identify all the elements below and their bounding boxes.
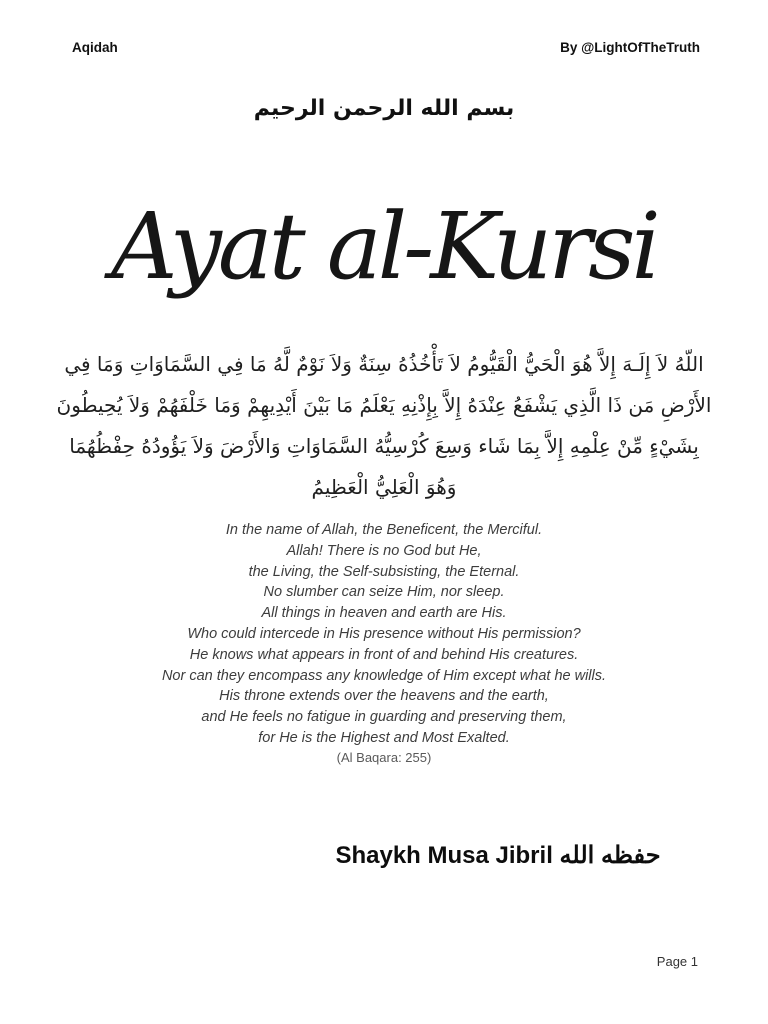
translation-line-6: Who could intercede in His presence without His permission?	[187, 625, 581, 642]
arabic-line-2: الأَرْضِ مَن ذَا الَّذِي يَشْفَعُ عِنْدَهُ إِلاَّ بِإِذْنِهِ يَعْلَمُ مَا بَيْنَ أَيْدِيهِمْ وَمَا خَلْفَهُمْ وَلاَ يُحِيطُونَ	[56, 393, 712, 417]
quran-arabic-block	[40, 344, 728, 508]
surah-citation: (Al Baqara: 255)	[336, 750, 432, 765]
arabic-line-1: اللّهُ لاَ إِلَـهَ إِلاَّ هُوَ الْحَيُّ الْقَيُّومُ لاَ تَأْخُذُهُ سِنَةٌ وَلاَ نَوْمٌ لَّهُ مَا فِي السَّمَاوَاتِ وَمَا فِي	[64, 352, 704, 376]
page-number: Page 1	[656, 954, 698, 969]
translation-line-7: He knows what appears in front of and behind His creatures.	[189, 646, 579, 663]
page-title: Ayat al-Kursi	[111, 193, 657, 300]
translation-line-1: In the name of Allah, the Beneficent, the Merciful.	[225, 522, 543, 538]
translation-line-2: Allah! There is no God but He,	[286, 542, 482, 559]
translation-line-9: His throne extends over the heavens and the earth,	[219, 688, 549, 705]
page-header	[72, 40, 700, 55]
arabic-line-4: وَهُوَ الْعَلِيُّ الْعَظِيمُ	[311, 475, 457, 499]
translation-line-11: for He is the Highest and Most Exalted.	[258, 729, 510, 746]
translation-line-5: All things in heaven and earth are His.	[261, 605, 507, 622]
translation-line-10: and He feels no fatigue in guarding and preserving them,	[201, 709, 567, 726]
header-author: By @LightOfTheTruth	[560, 40, 700, 55]
arabic-line-3: بِشَيْءٍ مِّنْ عِلْمِهِ إِلاَّ بِمَا شَاء وَسِعَ كُرْسِيُّهُ السَّمَاوَاتِ وَالأَرْضَ وَلاَ يَؤُودُهُ حِفْظُهُمَا	[69, 434, 699, 458]
header-doc-title: Aqidah	[72, 40, 118, 55]
translation-block	[60, 520, 708, 749]
bismillah-text: بسم الله الرحمن الرحيم	[253, 96, 515, 121]
translation-line-4: No slumber can seize Him, nor sleep.	[263, 584, 505, 601]
translation-line-8: Nor can they encompass any knowledge of Him except what he wills.	[161, 667, 607, 684]
translation-line-3: the Living, the Self-subsisting, the Eternal.	[248, 563, 520, 580]
author-attribution: Shaykh Musa Jibril حفظه الله	[335, 842, 661, 869]
